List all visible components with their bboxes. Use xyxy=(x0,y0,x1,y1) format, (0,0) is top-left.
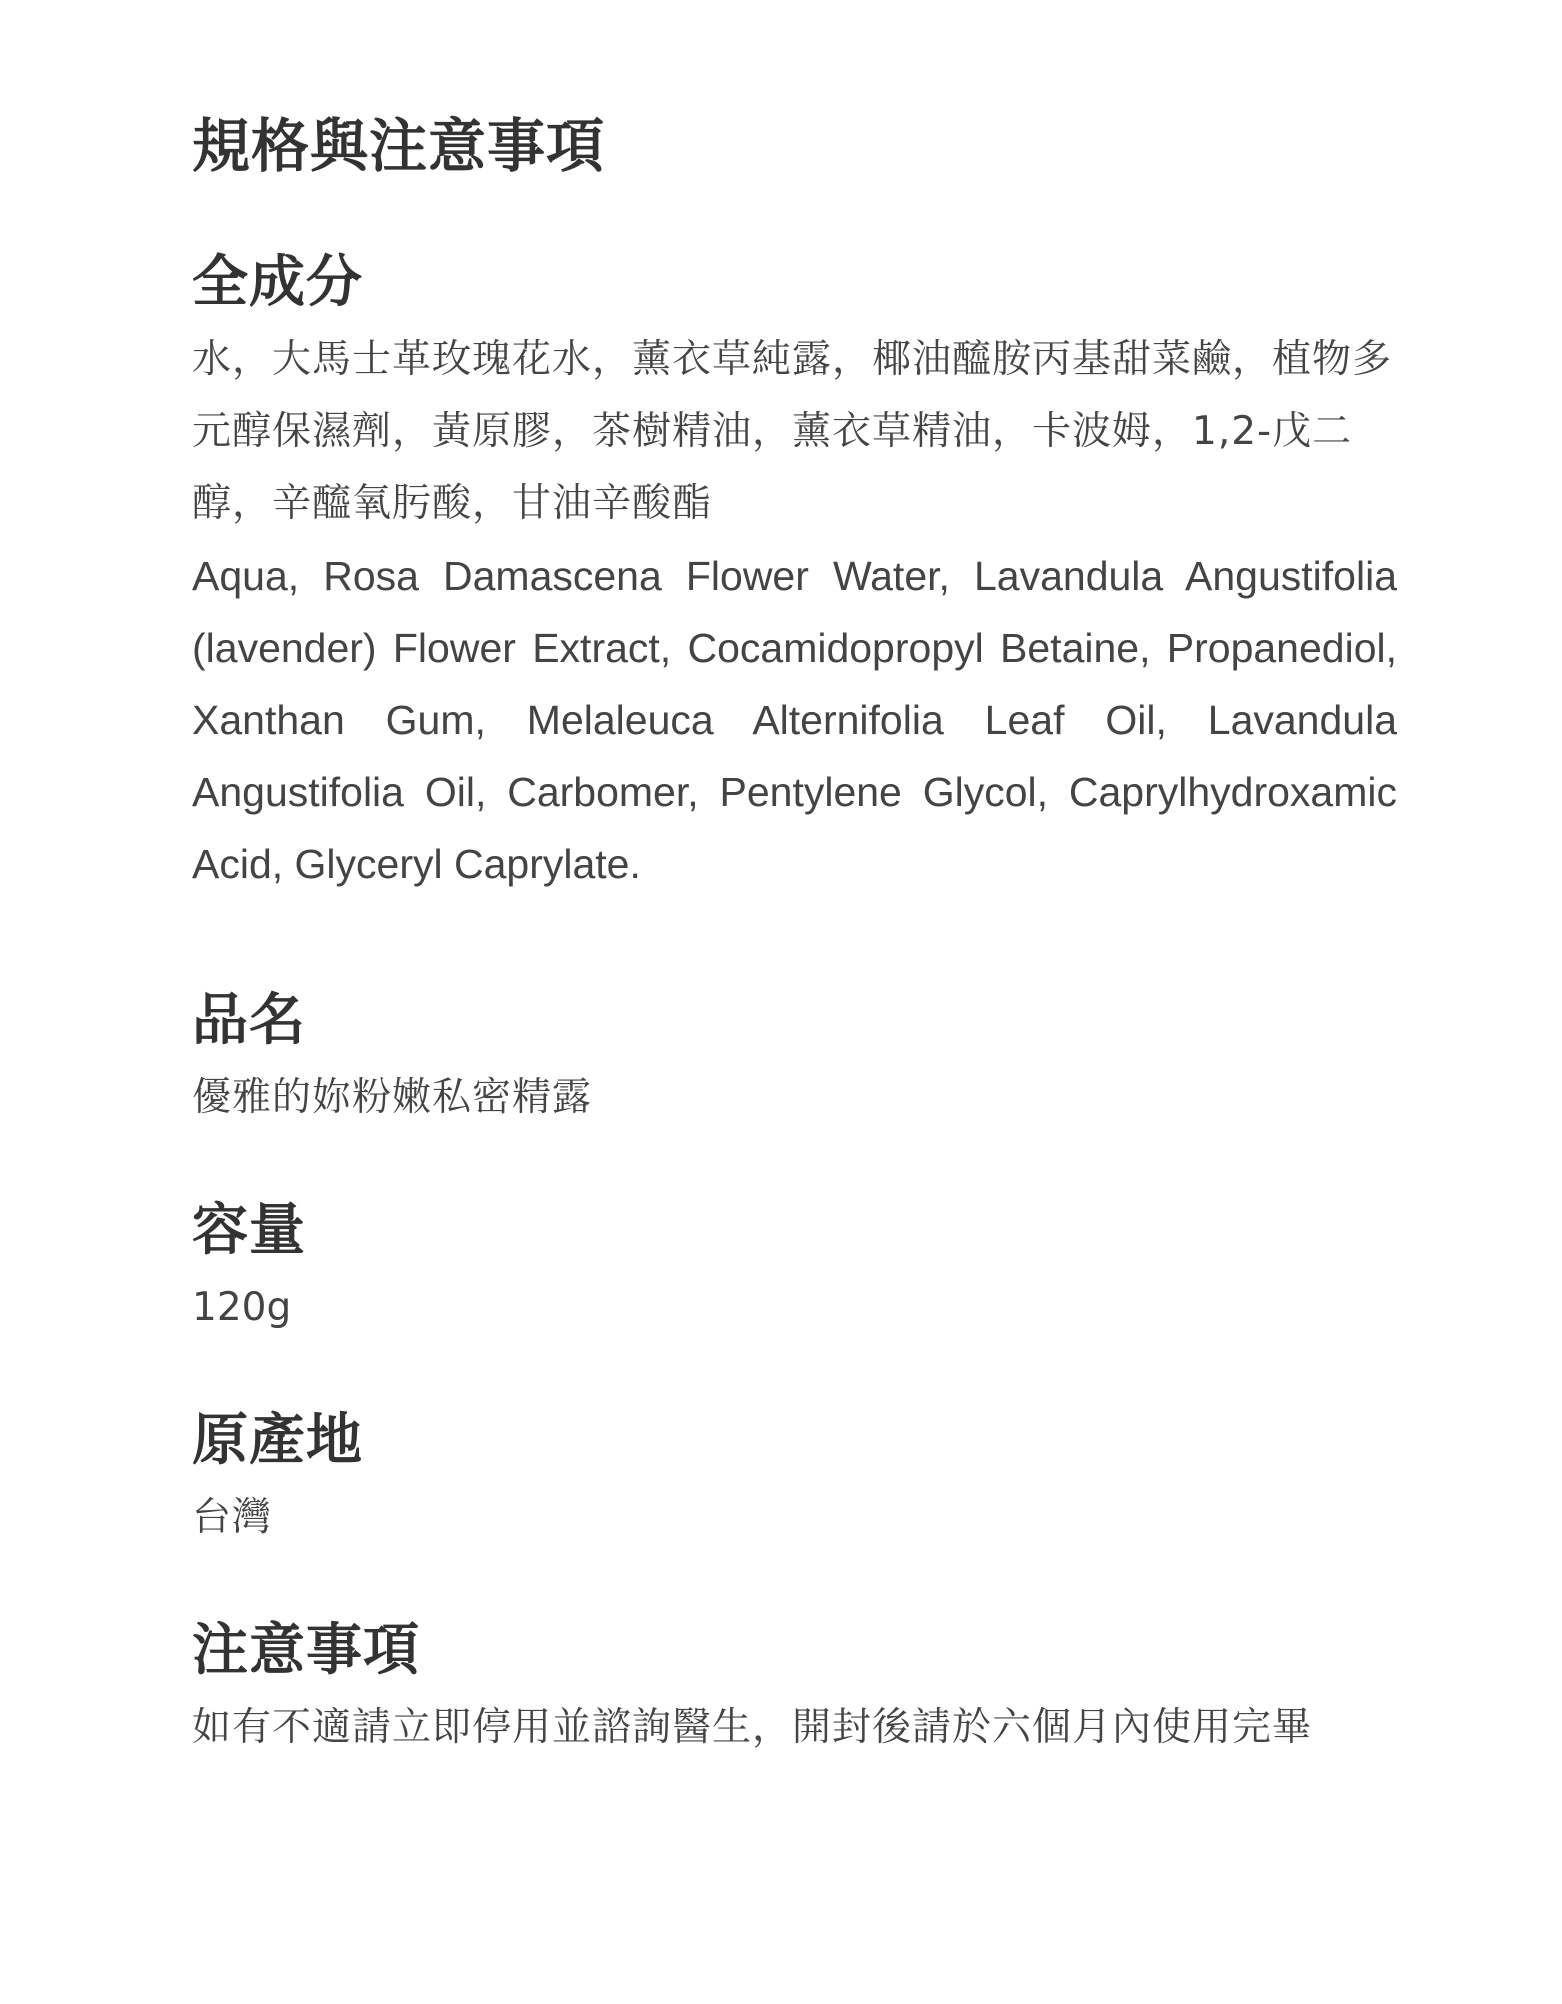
origin-section xyxy=(192,1400,1397,1554)
volume-section xyxy=(192,1190,1397,1344)
origin-heading: 原產地 xyxy=(192,1408,363,1473)
volume-heading: 容量 xyxy=(192,1198,306,1263)
volume-value: 120g xyxy=(192,1285,292,1330)
product-name-section xyxy=(192,980,1397,1134)
ingredients-english-text: Aqua, Rosa Damascena Flower Water, Lavandula Angustifolia (lavender) Flower Extract, Cocamidopropyl Betaine, Propanediol, Xanthan Gum, Melaleuca Alternifolia Leaf Oil, Lavandula Angustifolia Oil, Carbomer, Pentylene Glycol, Caprylhydroxamic Acid, Glyceryl Caprylate. xyxy=(192,553,1397,887)
spec-page xyxy=(192,100,1397,1764)
ingredients-heading: 全成分 xyxy=(192,250,363,315)
page-title: 規格與注意事項 xyxy=(192,112,606,180)
product-name-value: 優雅的妳粉嫩私密精露 xyxy=(192,1075,593,1120)
notice-section xyxy=(192,1610,1397,1764)
origin-value: 台灣 xyxy=(192,1495,273,1540)
ingredients-section xyxy=(192,242,1397,900)
notice-value: 如有不適請立即停用並諮詢醫生，開封後請於六個月內使用完畢 xyxy=(192,1705,1313,1750)
ingredients-chinese-text: 水，大馬士革玫瑰花水，薰衣草純露，椰油醯胺丙基甜菜鹼，植物多元醇保濕劑，黃原膠，茶樹精油，薰衣草精油，卡波姆，1,2-戊二醇，辛醯氧肟酸，甘油辛酸酯 xyxy=(192,337,1393,526)
product-name-heading: 品名 xyxy=(192,988,306,1053)
notice-heading: 注意事項 xyxy=(192,1618,420,1683)
